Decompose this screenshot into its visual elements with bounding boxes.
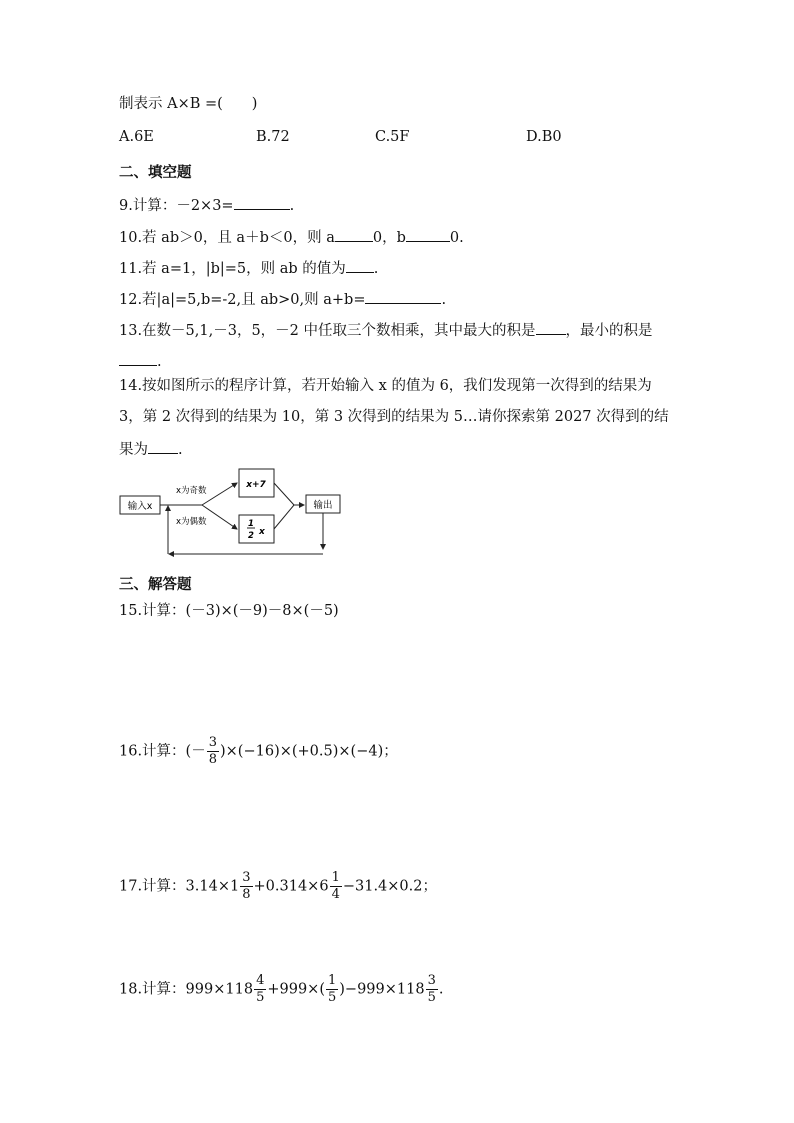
- q17-rest: −31.4×0.2；: [342, 878, 437, 895]
- q17-f2-num: 1: [331, 870, 340, 885]
- output-label: 输出: [313, 500, 333, 511]
- q9-text: 9.计算：－2×3=: [119, 198, 234, 214]
- even-condition-label: x为偶数: [176, 517, 207, 527]
- q18-f2-den: 5: [327, 990, 337, 1005]
- question-10: [119, 226, 464, 248]
- q17-f2-den: 4: [331, 887, 340, 902]
- program-flowchart: [116, 462, 350, 558]
- even-op-box: [239, 515, 274, 543]
- q8-stem-tail: 制表示 A×B =( ): [119, 96, 258, 112]
- q16-fraction: [207, 735, 219, 768]
- q11-text: 11.若 a=1，|b|=5，则 ab 的值为: [119, 261, 346, 277]
- q9-blank: [234, 194, 290, 210]
- q13-mid: ，最小的积是: [565, 323, 653, 339]
- q13-blank-min: [119, 350, 157, 366]
- odd-op-label: x+7: [246, 480, 266, 490]
- q9-end: .: [289, 198, 295, 214]
- q11-end: .: [373, 261, 379, 277]
- question-14-line2: 3，第 2 次得到的结果为 10，第 3 次得到的结果为 5…请你探索第 2027 次得到的结: [119, 409, 669, 425]
- q8-options: [119, 127, 599, 147]
- question-12: [119, 288, 446, 310]
- q14-blank: [148, 438, 178, 454]
- section-title-solutions: 三、解答题: [119, 577, 192, 593]
- q16-rest: )×(−16)×(+0.5)×(−4)；: [220, 743, 398, 760]
- q14-text: 果为: [119, 442, 148, 458]
- q12-text: 12.若|a|=5,b=-2,且 ab>0,则 a+b=: [119, 292, 366, 308]
- q11-blank: [346, 257, 374, 273]
- question-17: [119, 870, 437, 903]
- section-title-fill-in: 二、填空题: [119, 165, 192, 181]
- question-16: [119, 735, 398, 768]
- q10-mid: 0，b: [372, 230, 406, 246]
- q8-option-d: D.B0: [526, 129, 562, 145]
- q10-blank-a: [335, 226, 373, 242]
- q17-f1-num: 3: [242, 870, 251, 885]
- q18-rest: .: [438, 981, 444, 998]
- q17-text: 17.计算：3.14×1: [119, 878, 240, 895]
- q17-fraction-2: [330, 870, 342, 903]
- q18-f1-den: 5: [256, 990, 265, 1005]
- q16-frac-den: 8: [208, 752, 217, 767]
- even-op-denominator: 2: [248, 531, 254, 541]
- question-15: 15.计算：(－3)×(－9)－8×(－5): [119, 603, 339, 619]
- q18-f3-num: 3: [427, 973, 436, 988]
- q14-end: .: [178, 442, 183, 458]
- q18-text: 18.计算：999×118: [119, 981, 254, 998]
- q16-frac-num: 3: [208, 735, 217, 750]
- q12-end: .: [441, 292, 447, 308]
- even-op-numerator: 1: [248, 519, 254, 529]
- q18-fraction-3: [426, 973, 438, 1006]
- q10-text: 10.若 ab＞0，且 a＋b＜0，则 a: [119, 230, 335, 246]
- q13-blank-max: [536, 319, 566, 335]
- q18-mid: +999×(: [267, 981, 325, 998]
- even-op-variable: x: [259, 527, 265, 537]
- question-14-line1: 14.按如图所示的程序计算，若开始输入 x 的值为 6，我们发现第一次得到的结果为: [119, 378, 652, 394]
- input-label: 输入x: [127, 501, 153, 512]
- question-13-line1: [119, 319, 653, 341]
- q18-fraction-2: [326, 973, 338, 1006]
- q18-mid2: )−999×118: [339, 981, 425, 998]
- q17-mid: +0.314×6: [253, 878, 329, 895]
- q8-option-c: C.5F: [375, 129, 410, 145]
- q10-end: 0.: [449, 230, 464, 246]
- q13-text: 13.在数－5,1,－3，5，－2 中任取三个数相乘，其中最大的积是: [119, 323, 536, 339]
- q18-f1-num: 4: [256, 973, 265, 988]
- q13-end: .: [157, 354, 162, 370]
- q18-f3-den: 5: [427, 990, 436, 1005]
- odd-condition-label: x为奇数: [176, 486, 207, 496]
- question-18: [119, 973, 443, 1006]
- q8-option-b: B.72: [256, 129, 290, 145]
- q16-text: 16.计算：(－: [119, 743, 206, 760]
- q8-option-a: A.6E: [119, 129, 154, 145]
- question-14-line3: [119, 438, 183, 460]
- q17-fraction-1: [240, 870, 252, 903]
- question-13-line2: [119, 350, 162, 372]
- q17-f1-den: 8: [242, 887, 251, 902]
- q18-f2-num: 1: [327, 973, 337, 988]
- question-11: [119, 257, 378, 279]
- question-9: [119, 194, 294, 216]
- q12-blank: [365, 288, 441, 304]
- q18-fraction-1: [254, 973, 266, 1006]
- q10-blank-b: [406, 226, 450, 242]
